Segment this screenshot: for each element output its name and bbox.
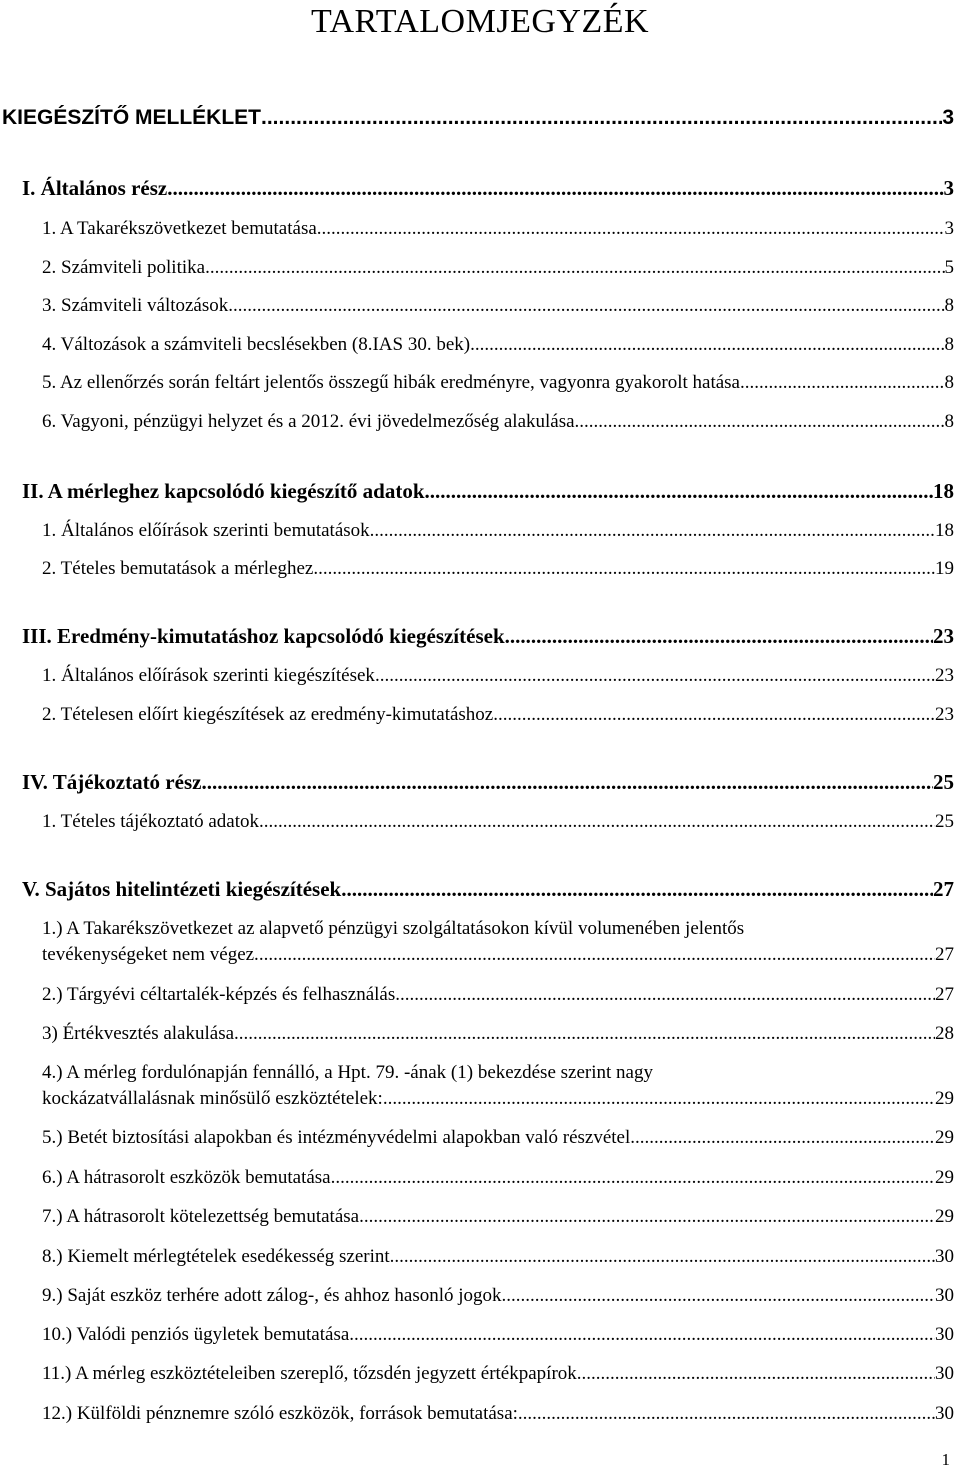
toc-entry[interactable]	[42, 519, 954, 543]
toc-entry[interactable]	[42, 810, 954, 834]
toc-entry-page: 23	[935, 704, 954, 725]
toc-entry-page: 25	[935, 811, 954, 832]
toc-entry-text: 2. Tételesen előírt kiegészítések az eredmény-kimutatáshoz	[42, 704, 494, 725]
toc-leader	[493, 703, 935, 727]
toc-leader	[317, 217, 945, 241]
toc-entry-page: 27	[933, 877, 954, 901]
toc-entry[interactable]	[22, 175, 954, 201]
toc-entry-page: 30	[935, 1403, 954, 1424]
toc-entry-text: kockázatvállalásnak minősülő eszköztételek:	[42, 1088, 383, 1109]
toc-entry-page: 23	[933, 624, 954, 648]
toc-entry-page: 29	[935, 1206, 954, 1227]
toc-entry[interactable]	[42, 294, 954, 318]
toc-entry-text: 8.) Kiemelt mérlegtételek esedékesség szerint	[42, 1246, 390, 1267]
toc-entry-text: 10.) Valódi penziós ügyletek bemutatása	[42, 1324, 350, 1345]
toc-leader	[577, 1362, 935, 1386]
toc-leader	[359, 1205, 935, 1229]
toc-entry[interactable]	[42, 1166, 954, 1190]
toc-leader	[575, 410, 945, 434]
toc-entry[interactable]	[42, 664, 954, 688]
toc-entry-text: KIEGÉSZÍTŐ MELLÉKLET	[2, 106, 262, 129]
toc-entry-text: tevékenységeket nem végez.	[42, 944, 259, 965]
toc-entry-text: III. Eredmény-kimutatáshoz kapcsolódó kiegészítések	[22, 624, 505, 648]
toc-entry[interactable]	[42, 943, 954, 967]
toc-entry[interactable]	[42, 217, 954, 241]
page-number: 1	[941, 1450, 950, 1469]
toc-entry-text: 5.) Betét biztosítási alapokban és intézményvédelmi alapokban való részvétel	[42, 1127, 631, 1148]
toc-entry-first-line: 1.) A Takarékszövetkezet az alapvető pénzügyi szolgáltatásokon kívül volumenében jelentős	[42, 918, 745, 939]
toc-leader	[740, 371, 945, 395]
toc-entry-page: 18	[935, 520, 954, 541]
toc-entry-text: 6. Vagyoni, pénzügyi helyzet és a 2012. évi jövedelmezőség alakulása	[42, 411, 575, 432]
toc-entry[interactable]	[42, 1323, 954, 1347]
toc-entry-page: 5	[944, 257, 954, 278]
toc-leader	[390, 1245, 935, 1269]
toc-entry-page: 23	[935, 665, 954, 686]
toc-entry[interactable]	[42, 1245, 954, 1269]
toc-entry[interactable]	[42, 1402, 954, 1426]
toc-leader	[259, 943, 935, 967]
toc-entry-text: 1. Általános előírások szerinti kiegészítések	[42, 665, 375, 686]
toc-entry-page: 28	[935, 1023, 954, 1044]
toc-entry-text: 1. Tételes tájékoztató adatok	[42, 811, 260, 832]
toc-entry-page: 3	[943, 176, 954, 200]
toc-entry[interactable]	[42, 371, 954, 395]
toc-entry[interactable]	[42, 1362, 954, 1386]
toc-leader	[349, 1323, 935, 1347]
toc-entry-first-line: 4.) A mérleg fordulónapján fennálló, a Hpt. 79. -ának (1) bekezdése szerint nagy	[42, 1062, 653, 1083]
toc-entry-text: 7.) A hátrasorolt kötelezettség bemutatása	[42, 1206, 360, 1227]
toc-entry-page: 8	[944, 334, 954, 355]
toc-entry-page: 30	[935, 1363, 954, 1384]
toc-entry-page: 25	[933, 770, 954, 794]
toc-entry[interactable]	[22, 478, 954, 504]
toc-entry[interactable]	[2, 105, 954, 131]
toc-entry-text: I. Általános rész	[22, 176, 168, 200]
toc-entry[interactable]	[42, 256, 954, 280]
toc-entry-page: 3	[944, 218, 954, 239]
toc-entry[interactable]	[22, 623, 954, 649]
toc-leader	[313, 557, 935, 581]
toc-leader	[502, 1284, 935, 1308]
toc-entry-page: 3	[942, 106, 954, 129]
toc-entry[interactable]	[42, 983, 954, 1007]
page-title: TARTALOMJEGYZÉK	[310, 3, 650, 40]
toc-entry-text: 12.) Külföldi pénznemre szóló eszközök, források bemutatása:	[42, 1403, 518, 1424]
toc-entry-page: 29	[935, 1127, 954, 1148]
toc-entry-page: 8	[944, 295, 954, 316]
toc-leader	[630, 1126, 935, 1150]
toc-entry-text: 5. Az ellenőrzés során feltárt jelentős összegű hibák eredményre, vagyonra gyakorolt hatása	[42, 372, 740, 393]
toc-entry-page: 29	[935, 1167, 954, 1188]
toc-leader	[228, 294, 944, 318]
toc-leader	[470, 333, 944, 357]
toc-entry-text: 2. Számviteli politika	[42, 257, 206, 278]
toc-entry-text: IV. Tájékoztató rész	[22, 770, 202, 794]
toc-leader	[341, 876, 933, 902]
toc-entry-page: 27	[935, 944, 954, 965]
toc-entry-page: 30	[935, 1246, 954, 1267]
toc-entry-page: 29	[935, 1088, 954, 1109]
toc-leader	[370, 519, 935, 543]
toc-leader	[261, 105, 942, 131]
toc-leader	[259, 810, 935, 834]
toc-leader	[201, 769, 933, 795]
toc-leader	[205, 256, 944, 280]
toc-leader	[505, 623, 933, 649]
toc-entry[interactable]	[42, 1284, 954, 1308]
toc-leader	[234, 1022, 935, 1046]
toc-entry[interactable]	[42, 333, 954, 357]
toc-entry-text: 4. Változások a számviteli becslésekben (8.IAS 30. bek)	[42, 334, 471, 355]
toc-entry[interactable]	[42, 1087, 954, 1111]
toc-leader	[383, 1087, 935, 1111]
toc-entry[interactable]	[42, 557, 954, 581]
toc-entry[interactable]	[42, 703, 954, 727]
toc-entry-text: 9.) Saját eszköz terhére adott zálog-, és ahhoz hasonló jogok	[42, 1285, 502, 1306]
toc-entry-text: 1. A Takarékszövetkezet bemutatása	[42, 218, 317, 239]
toc-entry-text: II. A mérleghez kapcsolódó kiegészítő adatok	[22, 479, 425, 503]
toc-entry[interactable]	[42, 1205, 954, 1229]
toc-entry-page: 30	[935, 1324, 954, 1345]
toc-entry-text: 1. Általános előírások szerinti bemutatások	[42, 520, 370, 541]
toc-entry-page: 18	[933, 479, 954, 503]
toc-entry-text: 2. Tételes bemutatások a mérleghez	[42, 558, 314, 579]
toc-entry-text: 11.) A mérleg eszköztételeiben szereplő, tőzsdén jegyzett értékpapírok	[42, 1363, 577, 1384]
toc-entry-text: 3. Számviteli változások	[42, 295, 229, 316]
toc-leader	[331, 1166, 935, 1190]
toc-entry-text: V. Sajátos hitelintézeti kiegészítések	[22, 877, 342, 901]
toc-entry-page: 30	[935, 1285, 954, 1306]
toc-entry-page: 19	[935, 558, 954, 579]
toc-entry-text: 3) Értékvesztés alakulása	[42, 1023, 235, 1044]
toc-entry-page: 8	[944, 411, 954, 432]
toc-leader	[425, 478, 934, 504]
toc-leader	[167, 175, 943, 201]
toc-leader	[395, 983, 935, 1007]
toc-entry-page: 27	[935, 984, 954, 1005]
toc-entry-page: 8	[944, 372, 954, 393]
toc-leader	[375, 664, 935, 688]
toc-entry[interactable]	[42, 1022, 954, 1046]
toc-leader	[518, 1402, 935, 1426]
toc-entry[interactable]	[22, 769, 954, 795]
toc-entry[interactable]	[22, 876, 954, 902]
toc-entry[interactable]	[42, 410, 954, 434]
toc-entry-text: 6.) A hátrasorolt eszközök bemutatása	[42, 1167, 331, 1188]
toc-entry[interactable]	[42, 1126, 954, 1150]
toc-entry-text: 2.) Tárgyévi céltartalék-képzés és felhasználás	[42, 984, 396, 1005]
